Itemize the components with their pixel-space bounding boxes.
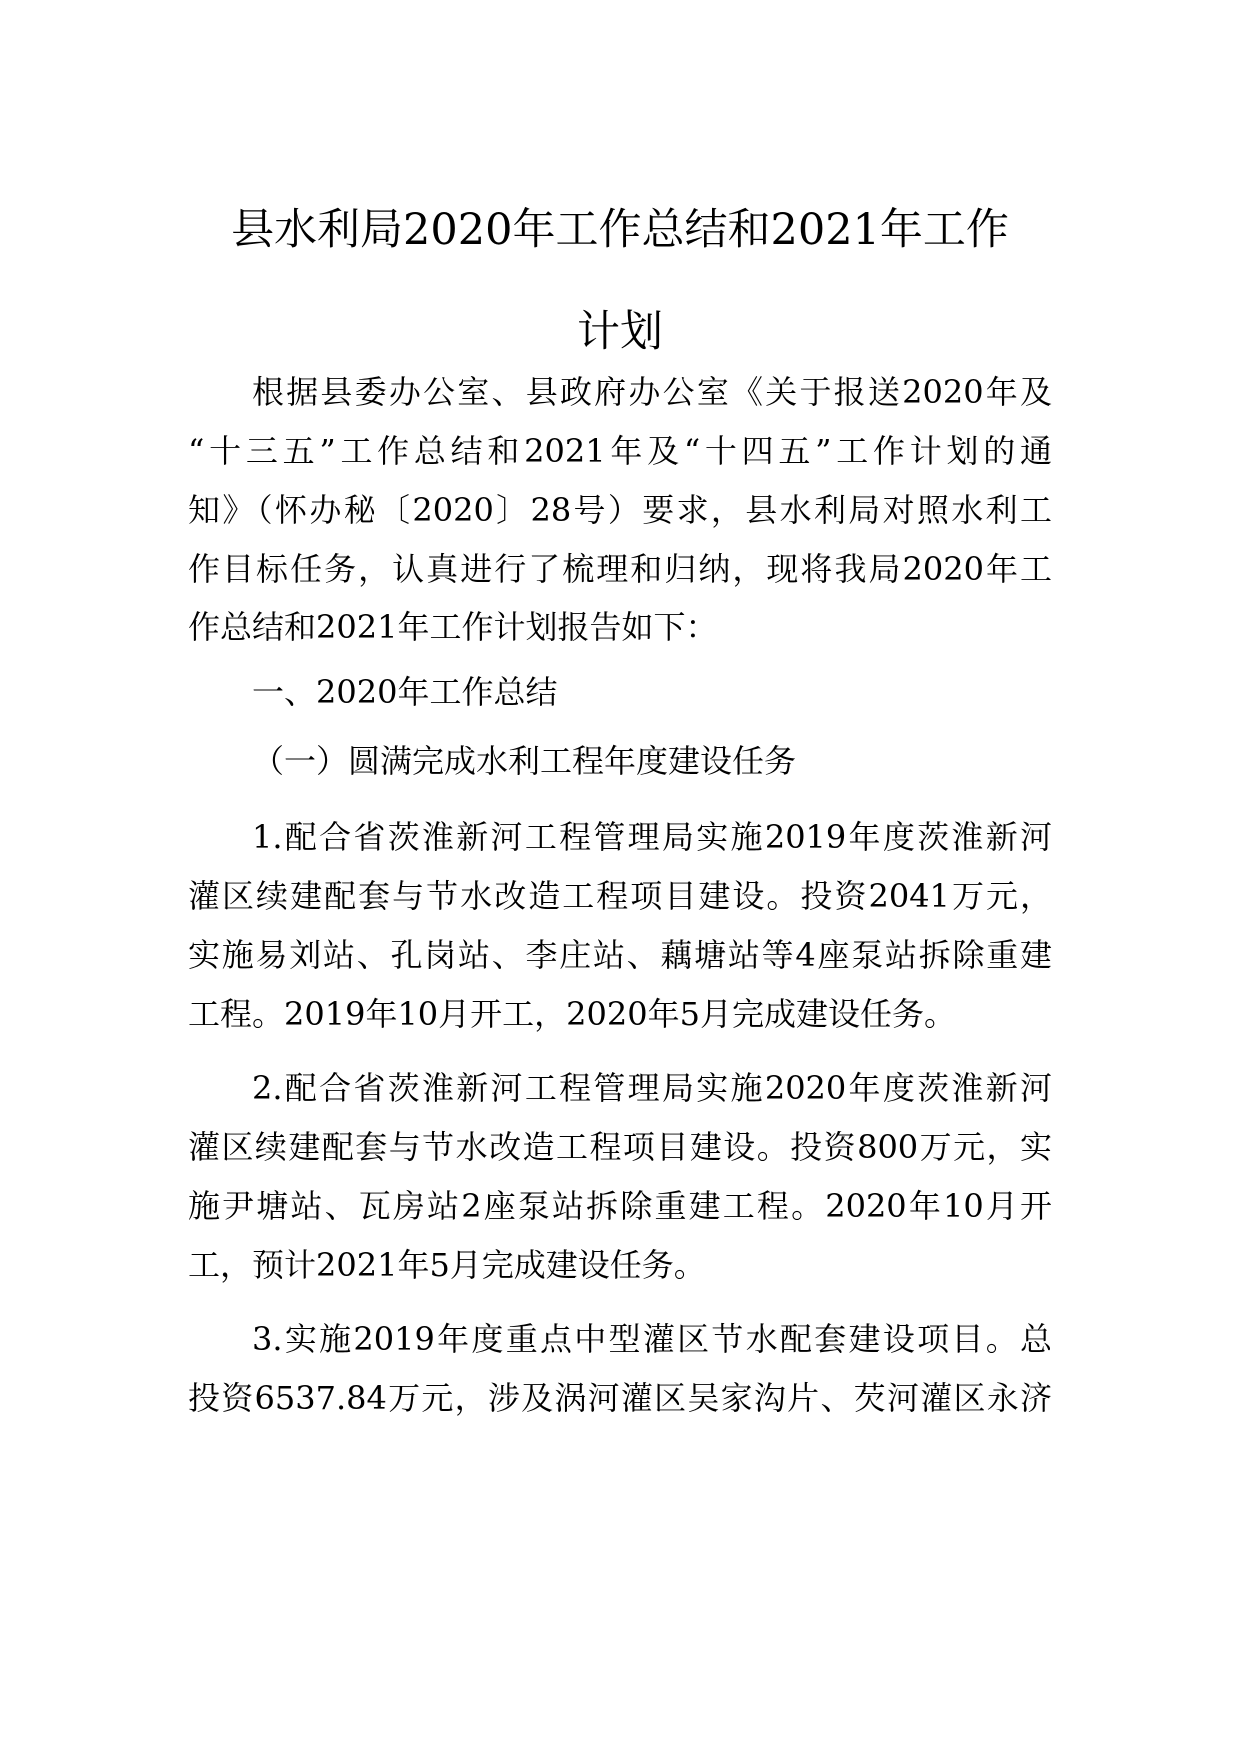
item1-line-1: 1.配合省茨淮新河工程管理局实施2019年度茨淮新河 (252, 818, 1052, 856)
item2-line-1: 2.配合省茨淮新河工程管理局实施2020年度茨淮新河 (252, 1069, 1052, 1107)
item2-line-4: 工，预计2021年5月完成建设任务。 (188, 1246, 706, 1284)
section-heading: 一、2020年工作总结 (252, 673, 558, 711)
item1-line-4: 工程。2019年10月开工，2020年5月完成建设任务。 (188, 995, 956, 1033)
intro-line-4: 作目标任务，认真进行了梳理和归纳，现将我局2020年工 (188, 550, 1052, 588)
item3-line-2: 投资6537.84万元，涉及涡河灌区吴家沟片、芡河灌区永济 (188, 1379, 1052, 1417)
item1-line-3: 实施易刘站、孔岗站、李庄站、藕塘站等4座泵站拆除重建 (188, 936, 1052, 974)
intro-line-1: 根据县委办公室、县政府办公室《关于报送2020年及 (252, 373, 1052, 411)
item2-line-3: 施尹塘站、瓦房站2座泵站拆除重建工程。2020年10月开 (188, 1187, 1052, 1225)
intro-line-2: “十三五”工作总结和2021年及“十四五”工作计划的通 (188, 432, 1052, 470)
intro-line-5: 作总结和2021年工作计划报告如下： (188, 608, 718, 646)
document-title-line-2: 计划 (577, 307, 663, 357)
item2-line-2: 灌区续建配套与节水改造工程项目建设。投资800万元，实 (188, 1128, 1052, 1166)
item1-line-2: 灌区续建配套与节水改造工程项目建设。投资2041万元， (188, 877, 1052, 915)
intro-line-3: 知》（怀办秘〔2020〕28号）要求，县水利局对照水利工 (188, 491, 1052, 529)
subsection-heading: （一）圆满完成水利工程年度建设任务 (252, 742, 797, 780)
document-title-line-1: 县水利局2020年工作总结和2021年工作 (231, 205, 1009, 255)
item3-line-1: 3.实施2019年度重点中型灌区节水配套建设项目。总 (252, 1320, 1052, 1358)
